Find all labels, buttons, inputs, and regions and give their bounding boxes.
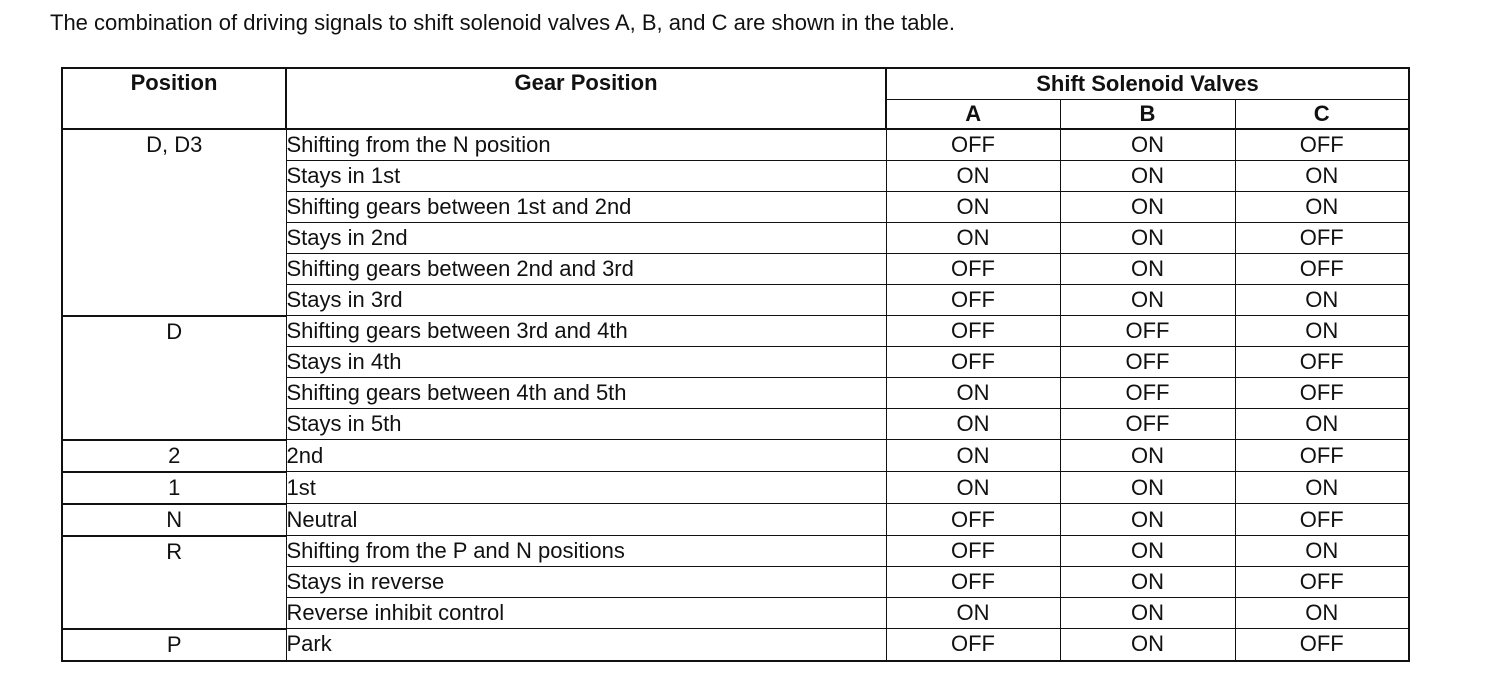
valve-c-cell: ON	[1235, 192, 1409, 223]
valve-b-cell: OFF	[1060, 347, 1235, 378]
valve-b-cell: ON	[1060, 567, 1235, 598]
gear-position-cell: 1st	[286, 472, 886, 504]
table-row	[62, 536, 1409, 567]
valve-a-cell: ON	[886, 192, 1060, 223]
gear-position-cell: Shifting gears between 1st and 2nd	[286, 192, 886, 223]
valve-c-cell: OFF	[1235, 440, 1409, 472]
header-position: Position	[62, 68, 286, 129]
valve-a-cell: ON	[886, 598, 1060, 629]
valve-c-cell: OFF	[1235, 629, 1409, 661]
gear-position-cell: Shifting gears between 3rd and 4th	[286, 316, 886, 347]
valve-a-cell: OFF	[886, 254, 1060, 285]
gear-position-cell: Stays in 3rd	[286, 285, 886, 316]
valve-a-cell: ON	[886, 161, 1060, 192]
gear-position-cell: Shifting gears between 4th and 5th	[286, 378, 886, 409]
valve-a-cell: OFF	[886, 504, 1060, 536]
gear-position-cell: Park	[286, 629, 886, 661]
valve-a-cell: ON	[886, 223, 1060, 254]
valve-b-cell: ON	[1060, 629, 1235, 661]
table-row	[62, 472, 1409, 504]
gear-position-cell: Stays in 5th	[286, 409, 886, 440]
gear-position-cell: Shifting gears between 2nd and 3rd	[286, 254, 886, 285]
valve-b-cell: ON	[1060, 598, 1235, 629]
valve-a-cell: ON	[886, 440, 1060, 472]
valve-a-cell: ON	[886, 472, 1060, 504]
header-valve-c: C	[1235, 100, 1409, 130]
position-cell: D	[62, 316, 286, 440]
gear-position-cell: Reverse inhibit control	[286, 598, 886, 629]
valve-a-cell: OFF	[886, 129, 1060, 161]
valve-a-cell: ON	[886, 378, 1060, 409]
valve-c-cell: OFF	[1235, 223, 1409, 254]
position-cell: R	[62, 536, 286, 629]
valve-c-cell: OFF	[1235, 347, 1409, 378]
position-cell: D, D3	[62, 129, 286, 316]
valve-a-cell: OFF	[886, 629, 1060, 661]
header-shift-solenoid-valves: Shift Solenoid Valves	[886, 68, 1409, 100]
valve-b-cell: ON	[1060, 192, 1235, 223]
valve-b-cell: OFF	[1060, 409, 1235, 440]
valve-a-cell: ON	[886, 409, 1060, 440]
gear-position-cell: Stays in 4th	[286, 347, 886, 378]
valve-b-cell: ON	[1060, 161, 1235, 192]
header-valve-a: A	[886, 100, 1060, 130]
valve-b-cell: ON	[1060, 223, 1235, 254]
position-cell: N	[62, 504, 286, 536]
valve-a-cell: OFF	[886, 347, 1060, 378]
valve-c-cell: ON	[1235, 409, 1409, 440]
valve-b-cell: ON	[1060, 472, 1235, 504]
table-row	[62, 504, 1409, 536]
gear-position-cell: Shifting from the N position	[286, 129, 886, 161]
valve-c-cell: OFF	[1235, 254, 1409, 285]
position-cell: 1	[62, 472, 286, 504]
intro-text: The combination of driving signals to shift solenoid valves A, B, and C are shown in the table.	[50, 10, 955, 35]
header-gear-position: Gear Position	[286, 68, 886, 129]
gear-position-cell: Neutral	[286, 504, 886, 536]
table-row	[62, 629, 1409, 661]
valve-c-cell: ON	[1235, 472, 1409, 504]
valve-a-cell: OFF	[886, 316, 1060, 347]
valve-c-cell: OFF	[1235, 378, 1409, 409]
table-header	[62, 68, 1409, 129]
valve-b-cell: ON	[1060, 504, 1235, 536]
valve-a-cell: OFF	[886, 285, 1060, 316]
valve-b-cell: ON	[1060, 254, 1235, 285]
valve-c-cell: OFF	[1235, 129, 1409, 161]
table-row	[62, 129, 1409, 161]
table-body	[62, 129, 1409, 661]
valve-a-cell: OFF	[886, 536, 1060, 567]
valve-c-cell: ON	[1235, 598, 1409, 629]
valve-c-cell: ON	[1235, 161, 1409, 192]
gear-position-cell: 2nd	[286, 440, 886, 472]
position-cell: P	[62, 629, 286, 661]
valve-b-cell: ON	[1060, 440, 1235, 472]
valve-b-cell: ON	[1060, 129, 1235, 161]
valve-a-cell: OFF	[886, 567, 1060, 598]
table-row	[62, 440, 1409, 472]
valve-c-cell: OFF	[1235, 567, 1409, 598]
gear-position-cell: Stays in 2nd	[286, 223, 886, 254]
valve-b-cell: ON	[1060, 285, 1235, 316]
valve-c-cell: OFF	[1235, 504, 1409, 536]
table-row	[62, 316, 1409, 347]
gear-position-cell: Stays in reverse	[286, 567, 886, 598]
header-valve-b: B	[1060, 100, 1235, 130]
gear-position-cell: Stays in 1st	[286, 161, 886, 192]
valve-c-cell: ON	[1235, 316, 1409, 347]
position-cell: 2	[62, 440, 286, 472]
valve-c-cell: ON	[1235, 285, 1409, 316]
valve-b-cell: ON	[1060, 536, 1235, 567]
solenoid-table	[61, 67, 1410, 662]
gear-position-cell: Shifting from the P and N positions	[286, 536, 886, 567]
valve-b-cell: OFF	[1060, 316, 1235, 347]
valve-c-cell: ON	[1235, 536, 1409, 567]
valve-b-cell: OFF	[1060, 378, 1235, 409]
